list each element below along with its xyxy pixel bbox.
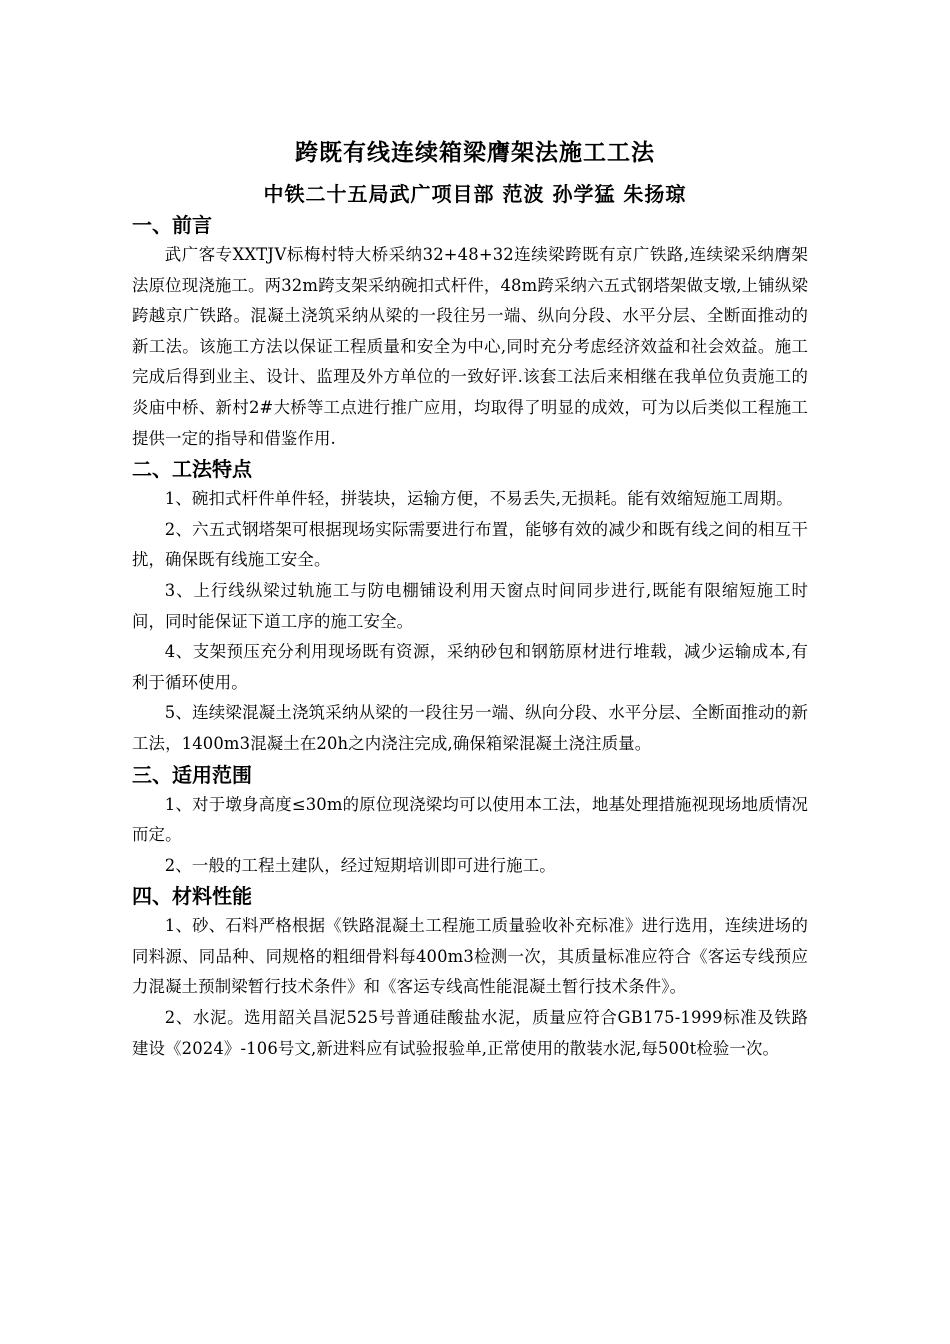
paragraph: 5、连续梁混凝土浇筑采纳从梁的一段往另一端、纵向分段、水平分层、全断面推动的新工法，1400m3混凝土在20h之内浇注完成,确保箱梁混凝土浇注质量。 (132, 703, 808, 753)
paragraph: 2、水泥。选用韶关昌泥525号普通硅酸盐水泥，质量应符合GB175-1999标准及铁路建设《2024》-106号文,新进料应有试验报验单,正常使用的散装水泥,每500t检验一次。 (132, 1008, 808, 1058)
section-scope (132, 760, 808, 882)
section-heading: 三、适用范围 (132, 762, 252, 787)
paragraph: 1、砂、石料严格根据《铁路混凝土工程施工质量验收补充标准》进行选用，连续进场的同料源、同品种、同规格的粗细骨料每400m3检测一次，其质量标准应符合《客运专线预应力混凝土预制梁暂行技术条件》和《客运专线高性能混凝土暂行技术条件》。 (132, 916, 808, 997)
document-authors: 中铁二十五局武广项目部 范波 孙学猛 朱扬琼 (263, 182, 687, 206)
paragraph: 3、上行线纵梁过轨施工与防电棚铺设利用天窗点时间同步进行,既能有限缩短施工时间，同时能保证下道工序的施工安全。 (132, 580, 808, 631)
section-preface (132, 210, 808, 454)
section-heading: 二、工法特点 (132, 457, 252, 482)
section-materials (132, 881, 808, 1064)
document-body (132, 210, 808, 1064)
paragraph: 1、对于墩身高度≤30m的原位现浇梁均可以使用本工法，地基处理措施视现场地质情况而定。 (132, 794, 808, 845)
section-heading: 四、材料性能 (132, 884, 252, 909)
paragraph: 2、六五式钢塔架可根据现场实际需要进行布置，能够有效的减少和既有线之间的相互干扰，确保既有线施工安全。 (132, 519, 808, 570)
paragraph: 2、一般的工程土建队，经过短期培训即可进行施工。 (164, 855, 556, 875)
section-heading: 一、前言 (132, 213, 212, 237)
paragraph: 武广客专XXTJⅤ标梅村特大桥采纳32+48+32连续梁跨既有京广铁路,连续梁采纳膺架法原位现浇施工。两32m跨支架采纳碗扣式杆件，48m跨采纳六五式钢塔架做支墩,上铺纵梁跨越京广铁路。混凝土浇筑采纳从梁的一段往另一端、纵向分段、水平分层、全断面推动的新工法。该施工方法以保证工程质量和安全为中心,同时充分考虑经济效益和社会效益。施工完成后得到业主、设计、监理及外方单位的一致好评.该套工法后来相继在我单位负责施工的炎庙中桥、新村2#大桥等工点进行推广应用，均取得了明显的成效，可为以后类似工程施工提供一定的指导和借鉴作用. (132, 245, 808, 448)
paragraph: 1、碗扣式杆件单件轻，拼装块，运输方便，不易丢失,无损耗。能有效缩短施工周期。 (164, 489, 793, 509)
section-features (132, 454, 808, 759)
paragraph: 4、支架预压充分利用现场既有资源，采纳砂包和钢筋原材进行堆载，减少运输成本,有利于循环使用。 (132, 642, 808, 692)
document-title: 跨既有线连续箱梁膺架法施工工法 (295, 139, 655, 166)
